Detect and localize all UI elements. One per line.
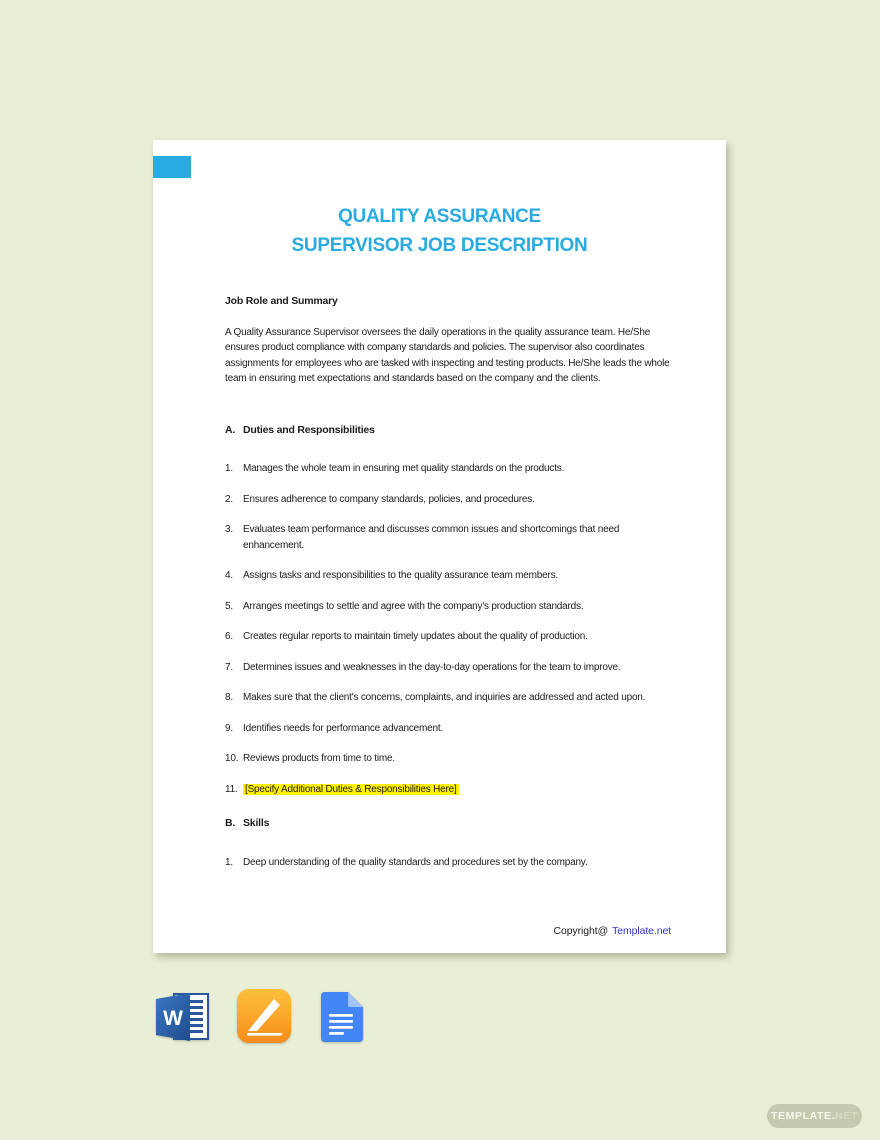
skills-heading-label: B. [225, 817, 236, 829]
template-net-badge [767, 1104, 862, 1128]
skill-item: 1. Deep understanding of the quality standards and procedures set by the company. [225, 856, 588, 868]
duty-item: 7. Determines issues and weaknesses in the day-to-day operations for the team to improve. [225, 661, 621, 673]
duty-item-placeholder: 11. [Specify Additional Duties & Responsibilities Here] [225, 783, 457, 795]
blue-corner-tab [153, 156, 191, 178]
skills-list [225, 855, 676, 871]
duty-item: 1. Manages the whole team in ensuring met quality standards on the products. [225, 463, 565, 474]
copyright-line [553, 925, 671, 937]
file-format-icons [153, 988, 364, 1046]
skills-heading [225, 816, 676, 832]
badge-tld-text: NET [835, 1110, 858, 1122]
duty-item: 10. Reviews products from time to time. [225, 753, 395, 764]
copyright-prefix: Copyright@ [553, 925, 609, 937]
duties-heading-text: Duties and Responsibilities [243, 423, 375, 436]
duty-item: 5. Arranges meetings to settle and agree with the company's production standards. [225, 600, 584, 612]
badge-brand-text: TEMPLATE. [771, 1110, 836, 1122]
duty-item: 3. Evaluates team performance and discusses common issues and shortcomings that need enhancement. [225, 524, 620, 551]
document-page [153, 140, 726, 953]
duties-heading-label: A. [225, 423, 236, 436]
duty-item: 6. Creates regular reports to maintain timely updates about the quality of production. [225, 631, 588, 642]
placeholder-highlight: [Specify Additional Duties & Responsibilities Here] [245, 783, 457, 795]
google-docs-icon[interactable] [317, 991, 364, 1043]
duties-heading [225, 423, 676, 439]
duty-item: 8. Makes sure that the client's concerns, complaints, and inquiries are addressed and acted upon. [225, 692, 646, 703]
apple-pages-icon[interactable] [237, 989, 291, 1045]
duty-item: 4. Assigns tasks and responsibilities to the quality assurance team members. [225, 570, 558, 581]
document-body [153, 294, 726, 870]
ms-word-icon[interactable] [153, 991, 211, 1043]
skills-heading-text: Skills [243, 817, 270, 829]
word-letter: W [163, 1007, 183, 1030]
template-net-link[interactable]: Template.net [612, 925, 671, 937]
duty-item: 9. Identifies needs for performance advancement. [225, 722, 444, 734]
page-title [153, 140, 726, 260]
summary-heading: Job Role and Summary [225, 295, 338, 307]
title-line-1: QUALITY ASSURANCE [338, 206, 541, 227]
duties-list [225, 461, 676, 797]
title-line-2: SUPERVISOR JOB DESCRIPTION [291, 235, 588, 256]
duty-item: 2. Ensures adherence to company standards, policies, and procedures. [225, 493, 535, 505]
summary-paragraph: A Quality Assurance Supervisor oversees the daily operations in the quality assurance team. He/She ensures product compliance with company standards and policies. The supervisor also coordinates assignments for employees who are tasked with inspecting and testing products. He/She leads the whole team in ensuring met expectations and standards based on the company and the clients. [225, 326, 670, 384]
